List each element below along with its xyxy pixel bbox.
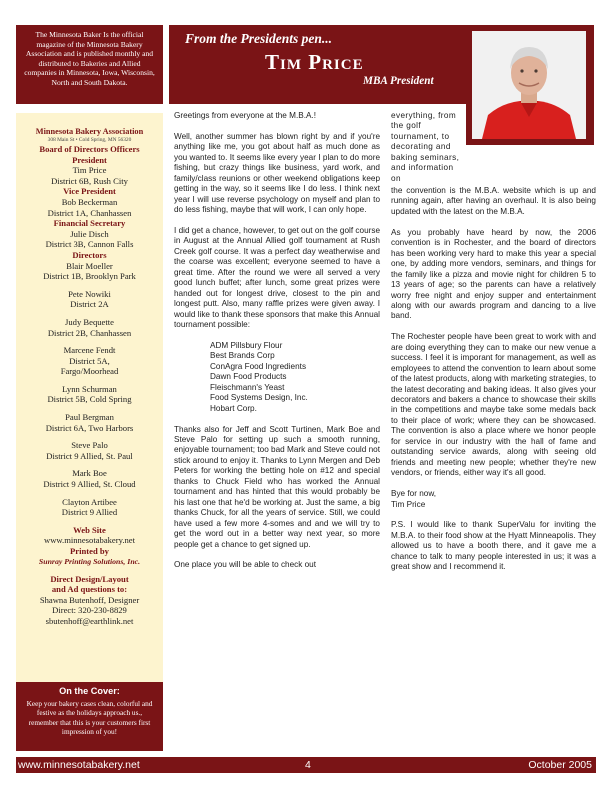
director-name: Lynn Schurman bbox=[62, 383, 117, 394]
sponsor-item: Dawn Food Products bbox=[210, 372, 287, 382]
officers-heading: Board of Directors Officers bbox=[39, 144, 140, 154]
president-name: Tim Price bbox=[72, 165, 107, 176]
ps-paragraph: P.S. I would like to thank SuperValu for inviting the M.B.A. to their food show at the Hyatt Minneapolis. They allowed us to have a booth there, and it gave me a chance to talk to many people interested in us; it was a great show and I recommend it. bbox=[391, 520, 596, 572]
designer-phone: Direct: 320-230-8829 bbox=[52, 605, 127, 616]
fs-heading: Financial Secretary bbox=[53, 218, 126, 229]
article-column-2-top bbox=[391, 111, 465, 184]
org-name: Minnesota Bakery Association bbox=[35, 127, 144, 136]
sponsor-item: Food Systems Design, Inc. bbox=[210, 393, 308, 403]
page-number: 4 bbox=[305, 759, 311, 771]
designer-email[interactable]: sbutenhoff@earthlink.net bbox=[45, 615, 134, 626]
sponsor-item: ADM Pillsbury Flour bbox=[210, 340, 283, 350]
website-heading: Web Site bbox=[73, 524, 106, 535]
director-district: District 9 Allied, St. Paul bbox=[46, 450, 133, 461]
article-column-1 bbox=[174, 111, 380, 571]
name-initial-last: P bbox=[308, 50, 323, 74]
fs-name: Julie Disch bbox=[70, 228, 109, 239]
photo-frame bbox=[466, 25, 594, 145]
director-name: Judy Bequette bbox=[65, 316, 114, 327]
director-item bbox=[16, 261, 163, 282]
director-district: District 9 Allied, St. Cloud bbox=[43, 479, 136, 490]
director-item bbox=[16, 468, 163, 489]
president-portrait-icon bbox=[472, 31, 586, 139]
summer-paragraph: Well, another summer has blown right by and if you're anything like me, you got about half as much done as you wanted to. It seems like every year I plan to do more fishing, but crazy things like business, yard work, and family/class reunions or other weekend obligations keep getting in the way, so it seems like I do less. I think next year I will use reverse psychology on myself and plan to do less fishing, maybe that will work, I can only hope. bbox=[174, 131, 380, 215]
director-name: Steve Palo bbox=[71, 440, 108, 451]
director-district: District 5A, bbox=[69, 355, 110, 366]
sponsor-item: ConAgra Food Ingredients bbox=[210, 361, 307, 371]
director-district: District 6A, Two Harbors bbox=[45, 422, 134, 433]
sponsor-item: Hobart Corp. bbox=[210, 403, 257, 413]
design-heading: Direct Design/Layout bbox=[50, 573, 129, 584]
president-heading: President bbox=[72, 154, 107, 165]
director-name: Clayton Artibee bbox=[62, 496, 117, 507]
golf-paragraph: I did get a chance, however, to get out on the golf course in August at the Annual Allied golf tournament at Rush Creek golf course. It was a perfect day weatherwise and the coarse was excellent; everyone seemed to have a great time. After the round we were all served a very good lunch buffet; after lunch, some great prizes were handed out for longest drive, closest to the pin and longest putt. Also, many raffle prizes were given away. I would like to thank these sponsors that make this Annual tournament possible: bbox=[174, 225, 380, 330]
printer-name: Sunray Printing Solutions, Inc. bbox=[38, 556, 141, 566]
director-district: District 5B, Cold Spring bbox=[47, 394, 132, 405]
greeting-paragraph: Greetings from everyone at the M.B.A.! bbox=[174, 111, 316, 120]
page-footer bbox=[16, 757, 596, 773]
director-name: Marcene Fendt bbox=[63, 345, 116, 356]
website-lead-continued: everything, from the golf tournament, to decorating and baking seminars, and information on bbox=[391, 111, 460, 183]
director-item bbox=[16, 345, 163, 377]
director-district: District 2A bbox=[70, 299, 109, 310]
website-url[interactable]: www.minnesotabakery.net bbox=[43, 535, 135, 546]
director-item bbox=[16, 440, 163, 461]
vp-heading: Vice President bbox=[63, 186, 116, 197]
convention-paragraph: As you probably have heard by now, the 2006 convention is in Rochester, and the board of directors has been working very hard to make this year a special one, by adding more vendors, seminars, and things for the family like a pizza and movie night for children 5 to 13 years of age; so the parents can have a relatively worry free night and enjoy supper and entertainment along with our awards program and dancing to a live band. bbox=[391, 227, 596, 321]
director-name: Pete Nowiki bbox=[68, 288, 111, 299]
director-item bbox=[16, 317, 163, 338]
article-column-2 bbox=[391, 186, 596, 573]
director-item bbox=[16, 412, 163, 433]
president-district: District 6B, Rush City bbox=[51, 175, 128, 186]
header-kicker: From the Presidents pen... bbox=[185, 31, 333, 46]
footer-url[interactable]: www.minnesotabakery.net bbox=[18, 759, 140, 771]
designer-name: Shawna Butenhoff, Designer bbox=[39, 594, 140, 605]
fs-district: District 3B, Cannon Falls bbox=[45, 239, 134, 250]
cover-title: On the Cover: bbox=[59, 686, 120, 696]
vp-name: Bob Beckerman bbox=[61, 196, 118, 207]
president-name-heading bbox=[265, 50, 364, 75]
website-lead-paragraph: One place you will be able to check out bbox=[174, 560, 317, 570]
name-initial-first: T bbox=[265, 50, 281, 74]
article-header bbox=[169, 25, 466, 104]
director-district: District 9 Allied bbox=[61, 507, 118, 518]
header-title: MBA President bbox=[363, 75, 434, 87]
director-item bbox=[16, 384, 163, 405]
org-address: 308 Main St • Cold Spring, MN 56320 bbox=[47, 137, 132, 143]
name-last-rest: RICE bbox=[322, 57, 364, 73]
printed-by-heading: Printed by bbox=[70, 546, 109, 556]
signoff-line: Bye for now, bbox=[391, 489, 437, 499]
sponsor-list bbox=[174, 341, 380, 414]
thanks-paragraph: Thanks also for Jeff and Scott Turtinen, Mark Boe and Steve Palo for setting up such a smooth running, enjoyable tournament; too bad Mark and Steve could not stick around to enjoy it. Thanks to Lynn Mergen and Deb Peters for working the betting hole on #12 and special thanks to Chuck Field who has worked the Annual tournament and has hinted that this would probably be his last one that he'd be working at. Just the same, a big thanks Chuck, for all the years of service. Still, we could have used a few more 4-somes and and we will try to get the word out in a better way next year, so more people get a chance to get signed up. bbox=[174, 424, 380, 549]
director-district: District 1B, Brooklyn Park bbox=[43, 271, 136, 282]
design-heading-line2: and Ad questions to: bbox=[51, 584, 128, 595]
cover-box bbox=[16, 682, 163, 751]
directors-heading: Directors bbox=[72, 249, 107, 260]
issue-date: October 2005 bbox=[528, 759, 592, 771]
sponsor-item: Best Brands Corp bbox=[210, 351, 275, 361]
vp-district: District 1A, Chanhassen bbox=[47, 207, 132, 218]
director-name: Paul Bergman bbox=[65, 412, 114, 423]
cover-text: Keep your bakery cases clean, colorful and festive as the holidays approach us., remember that this is your customers first impression of you! bbox=[26, 699, 153, 737]
sponsor-item: Fleischmann's Yeast bbox=[210, 382, 285, 392]
director-name: Mark Boe bbox=[72, 468, 107, 479]
signoff-name: Tim Price bbox=[391, 499, 426, 509]
director-name: Blair Moeller bbox=[66, 260, 113, 271]
name-first-rest: IM bbox=[280, 57, 303, 73]
intro-box bbox=[16, 25, 163, 104]
director-district: District 2B, Chanhassen bbox=[47, 327, 132, 338]
sidebar bbox=[16, 113, 163, 682]
intro-text: The Minnesota Baker Is the official magazine of the Minnesota Bakery Association and is published monthly and distributed to Bakeries and Allied companies in Minnesota, Iowa, Wisconsin, North and South Dakota. bbox=[24, 30, 155, 87]
website-paragraph: the convention is the M.B.A. website which is up and running again, after having an overhaul. It is also being updated with the latest on the M.B.A. bbox=[391, 186, 596, 216]
director-district-city: Fargo/Moorhead bbox=[60, 366, 119, 377]
director-item bbox=[16, 289, 163, 310]
director-item bbox=[16, 497, 163, 518]
rochester-paragraph: The Rochester people have been great to work with and are doing everything they can to make our new venue a success. I feel it is imporant for management, as well as employees to attend the convention to learn about some of the latest products, along with marketing strategies, to the latest decorating and baking ideas. It also gives your decorators and bakers a chance to showcase their skills in the competitions and maybe take some medals back to their place of work; where they can be showcased. The convention is also a place where we honor people for service in our industry with the hall of fame and outstanding service awards, along with seeing old friends and meeting new people; whether they're new vendors, or friends, either way it's all good. bbox=[391, 332, 596, 478]
